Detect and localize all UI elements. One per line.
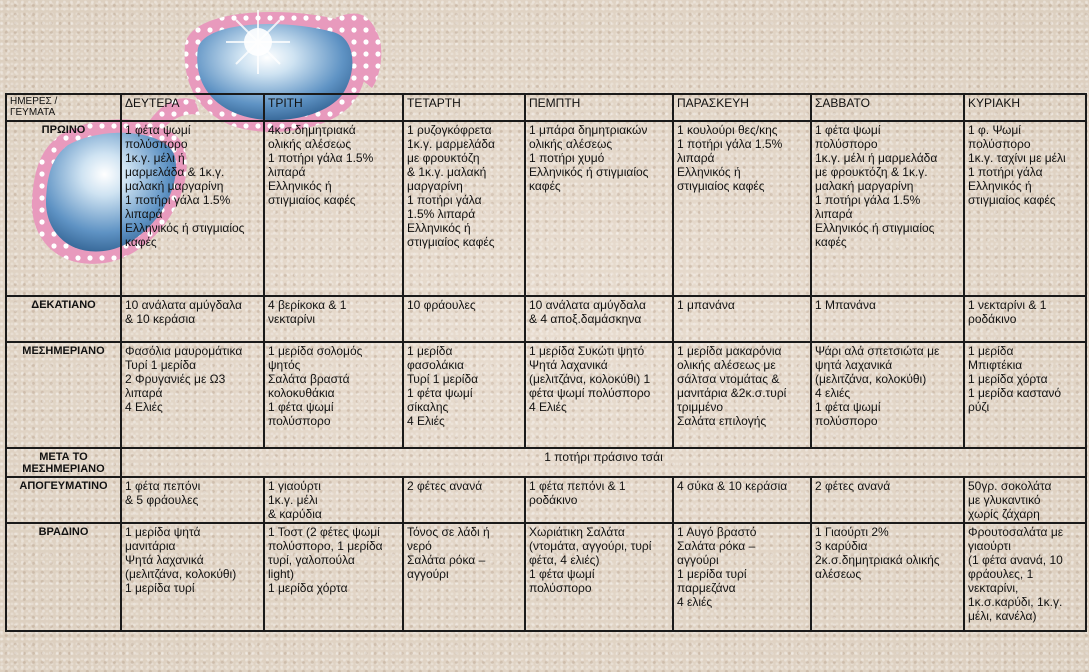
meal-cell: 1 κουλούρι θες/κης 1 ποτήρι γάλα 1.5% λιπαρά Ελληνικός ή στιγμιαίος καφές bbox=[673, 121, 811, 296]
meal-cell: 2 φέτες ανανά bbox=[403, 477, 525, 523]
table-row-dinner bbox=[6, 523, 1086, 631]
meal-cell: 1 μερίδα σολομός ψητός Σαλάτα βραστά κολοκυθάκια 1 φέτα ψωμί πολύσπορο bbox=[264, 342, 403, 448]
meal-cell: Χωριάτικη Σαλάτα (ντομάτα, αγγούρι, τυρί φέτα, 4 ελιές) 1 φέτα ψωμί πολύσπορο bbox=[525, 523, 673, 631]
table-row-after-lunch bbox=[6, 448, 1086, 477]
meal-cell: 1 μπάρα δημητριακών ολικής αλέσεως 1 ποτήρι χυμό Ελληνικός ή στιγμιαίος καφές bbox=[525, 121, 673, 296]
meal-cell: 1 Μπανάνα bbox=[811, 296, 964, 342]
meal-cell: 4 βερίκοκα & 1 νεκταρίνι bbox=[264, 296, 403, 342]
corner-header: ΗΜΕΡΕΣ / ΓΕΥΜΑΤΑ bbox=[6, 94, 121, 121]
meal-cell: 10 φράουλες bbox=[403, 296, 525, 342]
meal-cell: 1 Τοστ (2 φέτες ψωμί πολύσπορο, 1 μερίδα τυρί, γαλοπούλα light) 1 μερίδα χόρτα bbox=[264, 523, 403, 631]
day-header: ΤΕΤΑΡΤΗ bbox=[403, 94, 525, 121]
meal-cell: 1 φέτα πεπόνι & 1 ροδάκινο bbox=[525, 477, 673, 523]
table-row-afternoon bbox=[6, 477, 1086, 523]
meal-cell: 1 μερίδα Μπιφτέκια 1 μερίδα χόρτα 1 μερίδα καστανό ρύζι bbox=[964, 342, 1086, 448]
meal-cell: 4κ.σ.δημητριακά ολικής αλέσεως 1 ποτήρι γάλα 1.5% λιπαρά Ελληνικός ή στιγμιαίος καφές bbox=[264, 121, 403, 296]
meal-cell: Τόνος σε λάδι ή νερό Σαλάτα ρόκα – αγγούρι bbox=[403, 523, 525, 631]
meal-cell: 1 φέτα ψωμί πολύσπορο 1κ.γ. μέλι ή μαρμελάδα με φρουκτόζη & 1κ.γ. μαλακή μαργαρίνη 1 ποτήρι γάλα 1.5% λιπαρά Ελληνικός ή στιγμιαίος καφές bbox=[811, 121, 964, 296]
meal-cell: 4 σύκα & 10 κεράσια bbox=[673, 477, 811, 523]
meal-cell: 1 γιαούρτι 1κ.γ. μέλι & καρύδια bbox=[264, 477, 403, 523]
day-header: ΤΡΙΤΗ bbox=[264, 94, 403, 121]
meal-cell: 1 νεκταρίνι & 1 ροδάκινο bbox=[964, 296, 1086, 342]
meal-label: ΠΡΩΙΝΟ bbox=[6, 121, 121, 296]
meal-label: ΔΕΚΑΤΙΑΝΟ bbox=[6, 296, 121, 342]
meal-cell: Φασόλια μαυρομάτικα Τυρί 1 μερίδα 2 Φρυγανιές με Ω3 λιπαρά 4 Ελιές bbox=[121, 342, 264, 448]
meal-cell: 1 μερίδα φασολάκια Τυρί 1 μερίδα 1 φέτα ψωμί σίκαλης 4 Ελιές bbox=[403, 342, 525, 448]
meal-cell: 1 μερίδα ψητά μανιτάρια Ψητά λαχανικά (μελιτζάνα, κολοκύθι) 1 μερίδα τυρί bbox=[121, 523, 264, 631]
meal-label: ΜΕΣΗΜΕΡΙΑΝΟ bbox=[6, 342, 121, 448]
meal-cell: Φρουτοσαλάτα με γιαούρτι (1 φέτα ανανά, 10 φράουλες, 1 νεκταρίνι, 1κ.σ.καρύδι, 1κ.γ. μέλι, κανέλα) bbox=[964, 523, 1086, 631]
day-header: ΣΑΒΒΑΤΟ bbox=[811, 94, 964, 121]
meal-cell: Ψάρι αλά σπετσιώτα με ψητά λαχανικά (μελιτζάνα, κολοκύθι) 4 ελιές 1 φέτα ψωμί πολύσπορο bbox=[811, 342, 964, 448]
meal-cell: 1 φέτα ψωμί πολύσπορο 1κ.γ. μέλι ή μαρμελάδα & 1κ.γ. μαλακή μαργαρίνη 1 ποτήρι γάλα 1.5% λιπαρά Ελληνικός ή στιγμιαίος καφές bbox=[121, 121, 264, 296]
meal-cell: 1 ρυζογκόφρετα 1κ.γ. μαρμελάδα με φρουκτόζη & 1κ.γ. μαλακή μαργαρίνη 1 ποτήρι γάλα 1.5% λιπαρά Ελληνικός ή στιγμιαίος καφές bbox=[403, 121, 525, 296]
day-header: ΠΑΡΑΣΚΕΥΗ bbox=[673, 94, 811, 121]
meal-cell: 10 ανάλατα αμύγδαλα & 4 αποξ.δαμάσκηνα bbox=[525, 296, 673, 342]
meal-cell: 1 Γιαούρτι 2% 3 καρύδια 2κ.σ.δημητριακά ολικής αλέσεως bbox=[811, 523, 964, 631]
meal-cell: 50γρ. σοκολάτα με γλυκαντικό χωρίς ζάχαρη bbox=[964, 477, 1086, 523]
meal-cell: 1 Αυγό βραστό Σαλάτα ρόκα – αγγούρι 1 μερίδα τυρί παρμεζάνα 4 ελιές bbox=[673, 523, 811, 631]
meal-label: ΑΠΟΓΕΥΜΑΤΙΝΟ bbox=[6, 477, 121, 523]
days-header-row bbox=[6, 94, 1086, 121]
meal-cell: 1 μπανάνα bbox=[673, 296, 811, 342]
table-row-breakfast bbox=[6, 121, 1086, 296]
day-header: ΠΕΜΠΤΗ bbox=[525, 94, 673, 121]
meal-cell: 1 φ. Ψωμί πολύσπορο 1κ.γ. ταχίνι με μέλι 1 ποτήρι γάλα Ελληνικός ή στιγμιαίος καφές bbox=[964, 121, 1086, 296]
meal-cell: 1 μερίδα Συκώτι ψητό Ψητά λαχανικά (μελιτζάνα, κολοκύθι) 1 φέτα ψωμί πολύσπορο 4 Ελιές bbox=[525, 342, 673, 448]
meal-plan-table bbox=[5, 93, 1087, 632]
day-header: ΔΕΥΤΕΡΑ bbox=[121, 94, 264, 121]
table-row-snack bbox=[6, 296, 1086, 342]
meal-cell: 10 ανάλατα αμύγδαλα & 10 κεράσια bbox=[121, 296, 264, 342]
meal-cell: 1 φέτα πεπόνι & 5 φράουλες bbox=[121, 477, 264, 523]
meal-label: ΜΕΤΑ ΤΟ ΜΕΣΗΜΕΡΙΑΝΟ bbox=[6, 448, 121, 477]
table-row-lunch bbox=[6, 342, 1086, 448]
meal-label: ΒΡΑΔΙΝΟ bbox=[6, 523, 121, 631]
meal-cell: 1 μερίδα μακαρόνια ολικής αλέσεως με σάλτσα ντομάτας & μανιτάρια &2κ.σ.τυρί τριμμένο Σαλάτα επιλογής bbox=[673, 342, 811, 448]
day-header: ΚΥΡΙΑΚΗ bbox=[964, 94, 1086, 121]
meal-cell: 2 φέτες ανανά bbox=[811, 477, 964, 523]
meal-cell: 1 ποτήρι πράσινο τσάι bbox=[121, 448, 1086, 477]
